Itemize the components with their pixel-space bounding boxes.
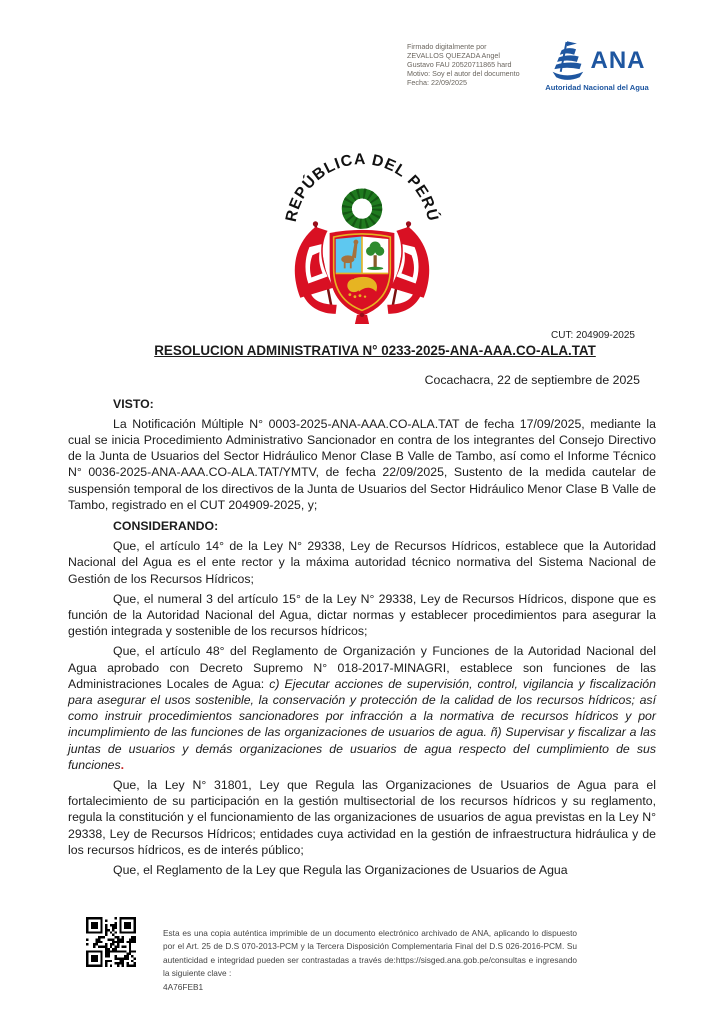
considerando-paragraph-2: Que, el numeral 3 del artículo 15° de la Ley N° 29338, Ley de Recursos Hídricos, dispone que es función de la Autoridad Nacional del Agua, dictar normas y establecer procedimientos para asegurar la gestión integrada y sostenible de los recursos hídricos; — [68, 591, 656, 639]
peru-coat-of-arms — [279, 150, 445, 324]
considerando-paragraph-1: Que, el artículo 14° de la Ley N° 29338, Ley de Recursos Hídricos, establece que la Autoridad Nacional del Agua es el ente rector y la máxima autoridad técnico normativa del Sistema Nacional de Gestión de los Recursos Hídricos; — [68, 539, 656, 586]
svg-text:REPÚBLICA DEL PERÚ — [283, 151, 443, 223]
visto-paragraph: La Notificación Múltiple N° 0003-2025-ANA-AAA.CO-ALA.TAT de fecha 17/09/2025, mediante la cual se inicia Procedimiento Administrativo Sancionador en contra de los integrantes del Consejo Directivo de la Junta de Usuarios del Sector Hidráulico Menor Clase B Valle de Tambo, así como el Informe Técnico N° 0036-2025-ANA-AAA.CO-ALA.TAT/YMTV, de fecha 22/09/2025, Sustento de la medida cautelar de suspensión temporal de los directivos de la Junta de Usuarios del Sector Hidráulico Menor Clase B Valle de Tambo, registrado en el CUT 204909-2025, y; — [68, 416, 656, 512]
ana-acronym: ANA — [590, 47, 646, 74]
considerando-label: CONSIDERANDO: — [113, 518, 219, 533]
ana-subtitle: Autoridad Nacional del Agua — [545, 83, 649, 92]
signature-line: Fecha: 22/09/2025 — [407, 77, 467, 87]
place-date: Cocachacra, 22 de septiembre de 2025 — [424, 373, 640, 387]
paragraph-3-normal: Que, el artículo 48° del Reglamento de Organización y Funciones de la Autoridad Nacional del Agua aprobado con Decreto Supremo N° 018-2017-MINAGRI, establece son funciones de las Administraciones Locales de Agua: — [68, 644, 656, 691]
visto-label: VISTO: — [113, 396, 154, 411]
considerando-paragraph-3 — [68, 643, 656, 773]
paragraph-3-final-period: . — [120, 757, 125, 772]
paragraph-3-italic-quote: c) Ejecutar acciones de supervisión, control, vigilancia y fiscalización para asegurar el usos sostenible, la conservación y protección de la calidad de los recursos hídricos; así como instruir procedimientos sancionadores por infracción a la normativa de recursos hídricos y por incumplimiento de las funciones de las organizaciones de usuarios de agua. ñ) Supervisar y fiscalizar a las juntas de usuarios y demás organizaciones de usuarios de agua respecto del cumplimiento de sus funciones — [68, 676, 656, 772]
ana-boat-icon — [549, 40, 585, 82]
considerando-paragraph-5: Que, el Reglamento de la Ley que Regula las Organizaciones de Usuarios de Agua — [113, 862, 568, 877]
signature-line: Gustavo FAU 20520711865 hard — [407, 59, 512, 69]
ana-logo — [527, 40, 667, 92]
cut-number: CUT: 204909-2025 — [551, 330, 635, 341]
resolution-title: RESOLUCION ADMINISTRATIVA N° 0233-2025-ANA-AAA.CO-ALA.TAT — [154, 343, 596, 358]
verification-key: 4A76FEB1 — [163, 981, 204, 992]
emblem-caption: REPÚBLICA DEL PERÚ — [282, 151, 442, 224]
qr-code — [86, 917, 136, 967]
signature-line: ZEVALLOS QUEZADA Angel — [407, 50, 500, 60]
considerando-paragraph-4: Que, la Ley N° 31801, Ley que Regula las Organizaciones de Usuarios de Agua para el fortalecimiento de su participación en la gestión multisectorial de los recursos hídricos y su reglamento, regula la constitución y el funcionamiento de las organizaciones de usuarios de agua previstas en la Ley N° 29338, Ley de Recursos Hídricos; entidades cuya actividad en la gestión de infraestructura hidráulica y de los recursos hídricos, es de interés público; — [68, 777, 656, 857]
signature-line: Motivo: Soy el autor del documento — [407, 68, 520, 78]
authenticity-notice: Esta es una copia auténtica imprimible de un documento electrónico archivado de ANA, aplicando lo dispuesto por el Art. 25 de D.S 070-2013-PCM y la Tercera Disposición Complementaria Final del D.S 026-2016-PCM. Su autenticidad e integridad pueden ser contrastadas a través de:https://sisged.ana.gob.pe/consultas e ingresando la siguiente clave : — [163, 928, 577, 979]
signature-line: Firmado digitalmente por — [407, 42, 487, 51]
document-body — [68, 330, 656, 878]
